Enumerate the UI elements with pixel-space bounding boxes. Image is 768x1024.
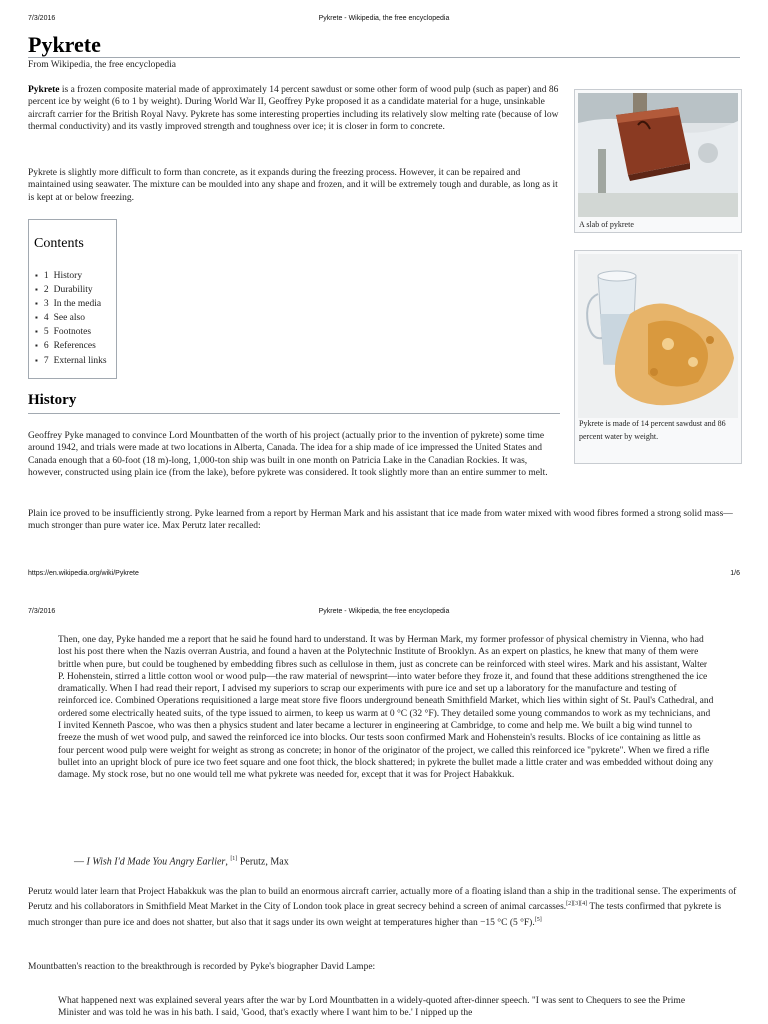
page2-running-title: Pykrete - Wikipedia, the free encyclopedia xyxy=(318,608,450,615)
lampe-quote: What happened next was explained several years after the war by Lord Mountbatten in a widely-quoted after-dinner speech. "I was sent to Chequers to see the Prime Minister and was told he was in his bath. I said, 'Good, that's exactly where I want him to be.' I nipped up the xyxy=(58,996,686,1019)
page2-date: 7/3/2016 xyxy=(28,608,56,615)
history-paragraph-2: Plain ice proved to be insufficiently strong. Pyke learned from a report by Herman Mark and his assistant that ice made from water mixed with wood fibres formed a strong solid mass—much stronger than pure water ice. Max Perutz later recalled: xyxy=(28,509,733,532)
toc-item-in-the-media[interactable]: ▪ 3 In the media xyxy=(35,297,107,311)
history-rule xyxy=(28,413,560,414)
page-title: Pykrete xyxy=(28,32,101,57)
intro-text: is a frozen composite material made of approximately 14 percent sawdust or some other form of wood pulp (such as paper) and 86 percent ice by weight (6 to 1 by weight). During World War II, Geoffrey Pyke proposed it as a candidate material for a huge, unsinkable aircraft carrier for the British Royal Navy. Pykrete has some interesting properties including its relatively slow melting rate (because of low thermal conductivity) and its vastly improved strength and toughness over ice; it is closer in form to concrete. xyxy=(28,85,559,132)
paragraph-mountbatten: Mountbatten's reaction to the breakthrough is recorded by Pyke's biographer David Lampe: xyxy=(28,962,376,972)
intro-paragraph-2: Pykrete is slightly more difficult to form than concrete, as it expands during the freezing process. However, it can be repaired and maintained using seawater. The mixture can be moulded into any shape and frozen, and it will be extremely tough and durable, as long as it is kept at or below freezing. xyxy=(28,168,558,203)
figure-ingredients-caption: Pykrete is made of 14 percent sawdust and 86 percent water by weight. xyxy=(579,419,726,441)
toc-item-external-links[interactable]: ▪ 7 External links xyxy=(35,354,107,368)
page-subtitle: From Wikipedia, the free encyclopedia xyxy=(28,60,176,70)
title-rule xyxy=(28,57,740,58)
intro-bold-term: Pykrete xyxy=(28,85,60,95)
page-break xyxy=(0,590,768,604)
page1-running-title: Pykrete - Wikipedia, the free encyclopedia xyxy=(318,15,450,22)
toc-item-durability[interactable]: ▪ 2 Durability xyxy=(35,283,107,297)
toc-item-history[interactable]: ▪ 1 History xyxy=(35,269,107,283)
ref-2-3-4[interactable]: [2][3][4] xyxy=(566,901,588,908)
toc-item-footnotes[interactable]: ▪ 5 Footnotes xyxy=(35,325,107,339)
pykrete-slab-image xyxy=(578,93,738,217)
figure-ingredients xyxy=(574,250,742,464)
history-paragraph-1: Geoffrey Pyke managed to convince Lord Mountbatten of the worth of his project (actually prior to the invention of pykrete) some time around 1942, and trials were made at two locations in Alberta, Canada. The idea for a ship made of ice impressed the United States and Canada enough that a 60-foot (18 m)-long, 1,000-ton ship was built in one month on Patricia Lake in the Canadian Rockies. It was, however, constructed using plain ice (from the lake), before pykrete was considered. It took slightly more than an entire summer to melt. xyxy=(28,431,548,478)
quote-attribution: — I Wish I'd Made You Angry Earlier, [1] Perutz, Max xyxy=(74,856,289,868)
toc-heading: Contents xyxy=(34,236,84,251)
toc-item-references[interactable]: ▪ 6 References xyxy=(35,339,107,353)
intro-paragraph xyxy=(28,84,560,133)
ref-1[interactable]: [1] xyxy=(230,856,238,862)
perutz-quote: Then, one day, Pyke handed me a report that he said he found hard to understand. It was by Herman Mark, my former professor of physical chemistry in Vienna, who had lost his post there when the Nazis overran Austria, and found a haven at the Polytechnic Institute of Brooklyn. As an expert on plastics, he knew that many of them were brittle when pure, but could be toughened by embedding fibres such as cellulose in them, just as concrete can be reinforced with steel wires. Mark and his assistant, Walter P. Hohenstein, stirred a little cotton wool or wood pulp—the raw material of newsprint—into water before they froze it, and found that these additions strengthened the ice dramatically. When I had read their report, I advised my superiors to scrap our experiments with pure ice and set up a laboratory for the manufacture and testing of reinforced ice. Combined Operations requisitioned a large meat store five floors underground beneath Smithfield Market, which lies within sight of St. Paul's Cathedral, and ordered some electrically heated suits, of the type issued to airmen, to keep us warm at 0 °C (32 °F). They detailed some young commandos to work as my technicians, and I invited Kenneth Pascoe, who was then a physics student and later became a lecturer in engineering at Cambridge, to come and help me. We built a big wind tunnel to freeze the mush of wet wood pulp, and sawed the reinforced ice into blocks. Our tests soon confirmed Mark and Hohenstein's results. Blocks of ice containing as little as four percent wood pulp were weight for weight as strong as concrete; in honor of the originator of the project, we called this reinforced ice "pykrete". When we fired a rifle bullet into an upright block of pure ice two feet square and one foot thick, the block shattered; in pykrete the bullet made a little crater and was embedded without doing any damage. My stock rose, but no one would tell me what pykrete was needed for, except that it was for Project Habakkuk. xyxy=(58,635,714,781)
page1-date: 7/3/2016 xyxy=(28,15,56,22)
table-of-contents xyxy=(28,219,117,379)
figure-slab xyxy=(574,89,742,233)
toc-item-see-also[interactable]: ▪ 4 See also xyxy=(35,311,107,325)
paragraph-habakkuk: Perutz would later learn that Project Habakkuk was the plan to build an enormous aircraft carrier, actually more of a floating island than a ship in the traditional sense. The experiments of Perutz and his collaborators in Smithfield Meat Market in the City of London took place in great secrecy behind a screen of animal carcasses.[2][3][4] The tests confirmed that pykrete is much stronger than pure ice and does not shatter, but also that it sags under its own weight at temperatures higher than −15 °C (5 °F).[5] xyxy=(28,887,737,928)
figure-slab-caption: A slab of pykrete xyxy=(579,220,634,229)
ref-5[interactable]: [5] xyxy=(534,916,542,923)
toc-list xyxy=(35,269,107,368)
page1-footer-page: 1/6 xyxy=(730,570,740,577)
page1-footer-url[interactable]: https://en.wikipedia.org/wiki/Pykrete xyxy=(28,570,139,577)
section-heading-history: History xyxy=(28,392,77,408)
quote-source-title: I Wish I'd Made You Angry Earlier xyxy=(86,856,226,868)
pykrete-ingredients-image xyxy=(578,254,738,418)
